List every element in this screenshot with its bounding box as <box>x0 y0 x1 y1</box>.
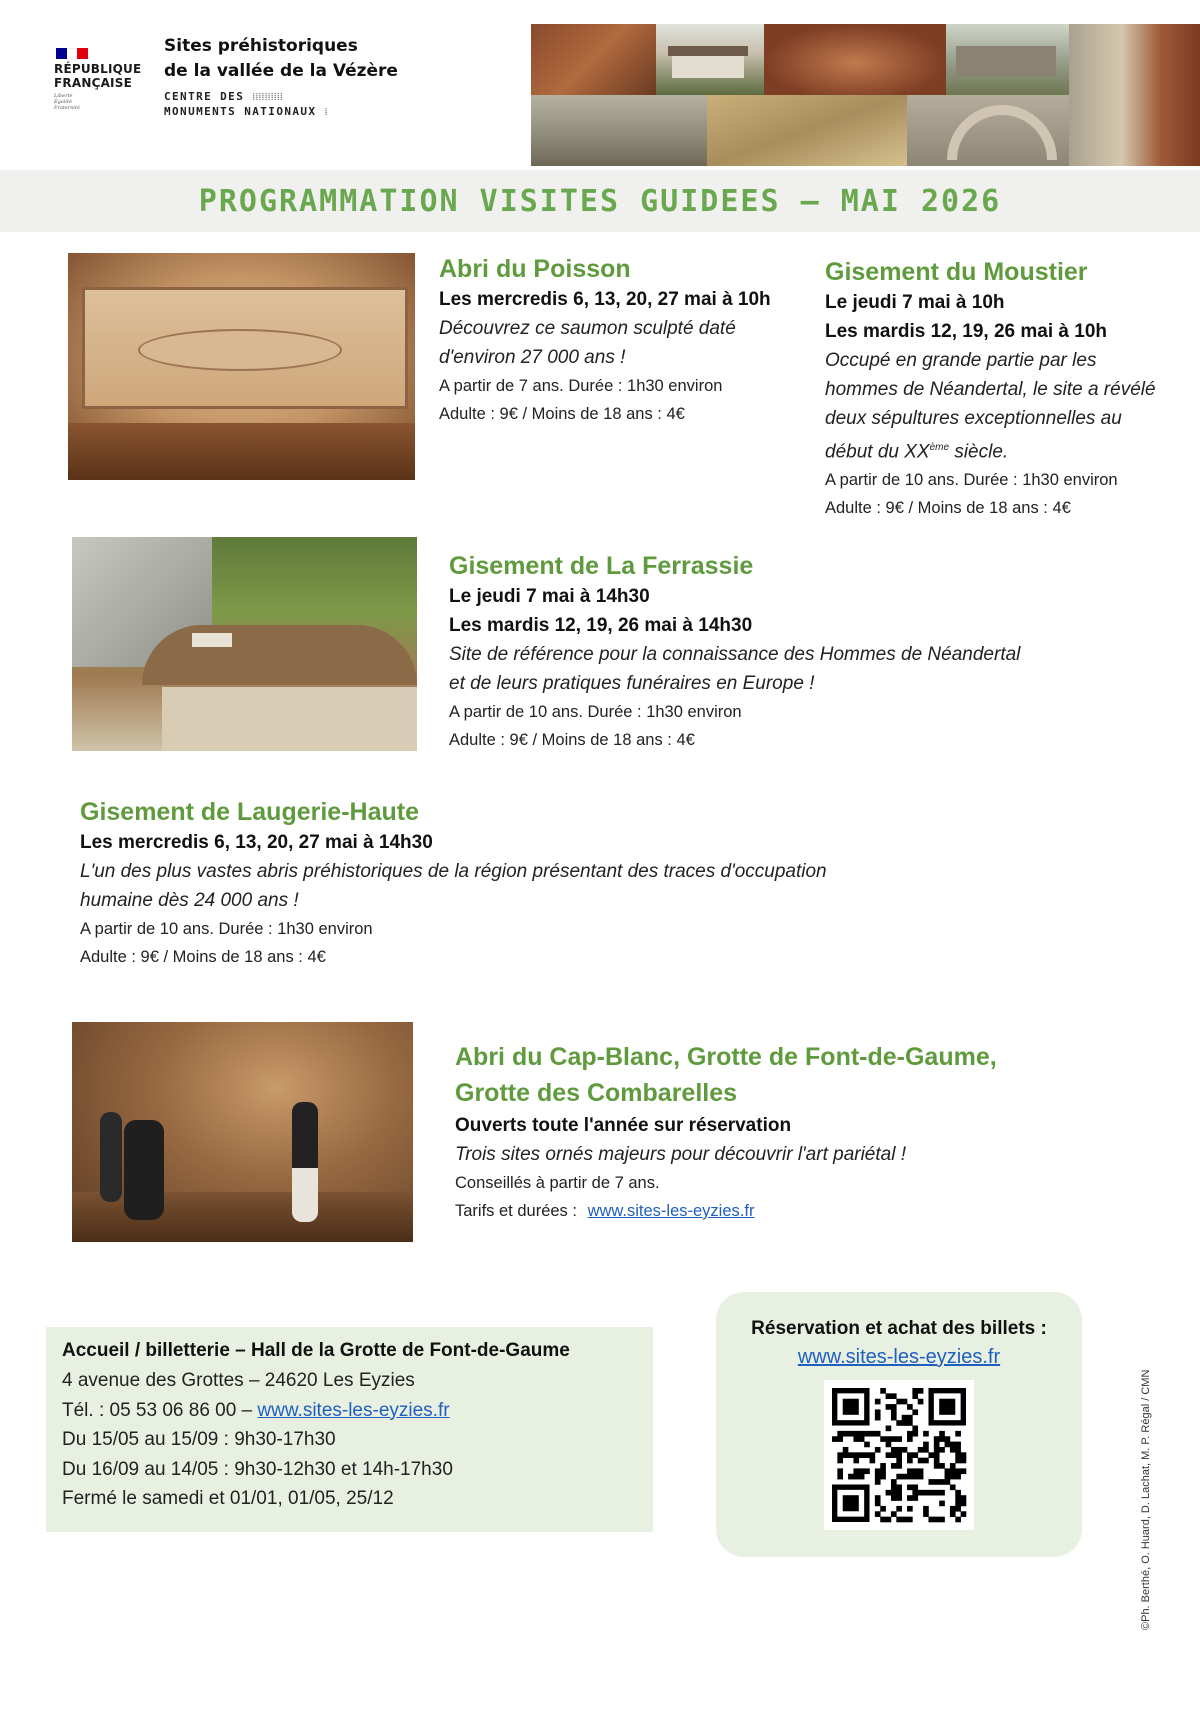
qr-code-icon[interactable] <box>824 1380 974 1530</box>
accueil-hours-summer: Du 15/05 au 15/09 : 9h30-17h30 <box>62 1429 336 1450</box>
republique-line: RÉPUBLIQUE <box>54 62 142 76</box>
accueil-hours-winter: Du 16/09 au 14/05 : 9h30-12h30 et 14h-17h30 <box>62 1458 453 1480</box>
visit-title-line: Abri du Cap-Blanc, Grotte de Font-de-Gaume, <box>455 1043 997 1071</box>
visit-price: Adulte : 9€ / Moins de 18 ans : 4€ <box>449 731 695 749</box>
visit-price: Adulte : 9€ / Moins de 18 ans : 4€ <box>439 405 685 423</box>
collage-photo-arch <box>907 95 1069 166</box>
photo-abri-du-poisson <box>68 253 415 480</box>
visit-description-line: Occupé en grande partie par les <box>825 350 1097 371</box>
photo-credit: ©Ph. Berthé, O. Huard, D. Lachat, M. P. Régal / CMN <box>1140 1369 1152 1630</box>
visit-description-line: Site de référence pour la connaissance des Hommes de Néandertal <box>449 644 1021 665</box>
collage-photo-carving <box>764 24 946 95</box>
visit-schedule: Ouverts toute l'année sur réservation <box>455 1115 792 1136</box>
visit-description-last-line: début du XXème siècle. <box>825 441 1009 463</box>
visit-grottes-ornees <box>455 1039 997 1225</box>
photo-grotte-visitors <box>72 1022 413 1242</box>
devise-liberte: Liberté <box>54 93 73 99</box>
cmn-line-1: CENTRE DES <box>164 90 245 103</box>
collage-photo-forest <box>531 95 707 166</box>
visit-description-line: d'environ 27 000 ans ! <box>439 347 626 368</box>
visit-description-line: et de leurs pratiques funéraires en Europe ! <box>449 673 815 694</box>
collage-photo-building <box>946 24 1069 95</box>
reservation-link[interactable]: www.sites-les-eyzies.fr <box>797 1346 1001 1368</box>
visit-gisement-de-la-ferrassie <box>449 551 1020 754</box>
visit-age-duration: A partir de 10 ans. Durée : 1h30 environ <box>449 703 742 721</box>
accueil-website-link[interactable]: www.sites-les-eyzies.fr <box>257 1399 450 1421</box>
price-label: Tarifs et durées : <box>455 1202 577 1220</box>
visit-price-line <box>455 1197 997 1225</box>
accueil-billetterie-box <box>46 1327 653 1532</box>
cmn-logo: CENTRE DES ⁞⁞⁞⁞⁞⁞⁞⁞⁞⁞ MONUMENTS NATIONAUX ⁞ <box>164 90 328 118</box>
site-title <box>164 34 398 84</box>
visit-gisement-du-moustier <box>825 257 1156 522</box>
visit-schedule: Les mercredis 6, 13, 20, 27 mai à 10h <box>439 289 771 310</box>
sites-les-eyzies-link[interactable]: www.sites-les-eyzies.fr <box>587 1202 755 1220</box>
visit-description-line: humaine dès 24 000 ans ! <box>80 890 299 911</box>
visit-title: Gisement du Moustier <box>825 258 1088 286</box>
qr-code-graphic <box>824 1380 974 1530</box>
visit-gisement-de-laugerie-haute <box>80 797 827 971</box>
visit-description-line: deux sépultures exceptionnelles au <box>825 408 1122 429</box>
visit-schedule: Les mercredis 6, 13, 20, 27 mai à 14h30 <box>80 832 433 853</box>
devise-egalite: Égalité <box>54 99 72 105</box>
french-flag-icon <box>56 48 88 59</box>
visit-schedule: Le jeudi 7 mai à 14h30 <box>449 586 650 607</box>
collage-photo-rock <box>531 24 656 95</box>
visit-schedule: Les mardis 12, 19, 26 mai à 10h <box>825 321 1108 342</box>
visit-schedule: Les mardis 12, 19, 26 mai à 14h30 <box>449 615 753 636</box>
site-title-line-2: de la vallée de la Vézère <box>164 61 398 81</box>
reservation-box <box>716 1292 1082 1557</box>
cmn-line-2: MONUMENTS NATIONAUX <box>164 105 317 118</box>
photo-gisement-de-la-ferrassie <box>72 537 417 751</box>
header-photo-collage <box>531 24 1200 166</box>
visit-title-line: Grotte des Combarelles <box>455 1079 738 1107</box>
header <box>0 0 1200 170</box>
accueil-title: Accueil / billetterie – Hall de la Grotte de Font-de-Gaume <box>62 1340 570 1361</box>
visit-abri-du-poisson <box>439 254 771 428</box>
visit-price: Adulte : 9€ / Moins de 18 ans : 4€ <box>80 948 326 966</box>
collage-photo-relief <box>707 95 907 166</box>
visit-price: Adulte : 9€ / Moins de 18 ans : 4€ <box>825 499 1071 518</box>
visit-age-duration: A partir de 10 ans. Durée : 1h30 environ <box>825 471 1118 490</box>
visit-title: Gisement de Laugerie-Haute <box>80 798 419 826</box>
francaise-line: FRANÇAISE <box>54 76 132 90</box>
visit-title: Gisement de La Ferrassie <box>449 552 754 580</box>
accueil-phone: Tél. : 05 53 06 86 00 – www.sites-les-eyzies.fr <box>62 1399 450 1421</box>
visit-description-line: hommes de Néandertal, le site a révélé <box>825 379 1156 400</box>
accueil-address: 4 avenue des Grottes – 24620 Les Eyzies <box>62 1370 415 1391</box>
visit-description-line: Trois sites ornés majeurs pour découvrir l'art pariétal ! <box>455 1144 906 1165</box>
visit-age-duration: A partir de 7 ans. Durée : 1h30 environ <box>439 377 723 395</box>
visit-age-duration: A partir de 10 ans. Durée : 1h30 environ <box>80 920 373 938</box>
accueil-closed-days: Fermé le samedi et 01/01, 01/05, 25/12 <box>62 1488 394 1509</box>
collage-photo-shelter <box>656 24 764 95</box>
visit-description-line: L'un des plus vastes abris préhistoriques de la région présentant des traces d'occupation <box>80 861 827 882</box>
visit-age-duration: Conseillés à partir de 7 ans. <box>455 1174 660 1192</box>
republique-francaise-logo <box>54 62 141 111</box>
visit-schedule: Le jeudi 7 mai à 10h <box>825 292 1005 313</box>
site-title-line-1: Sites préhistoriques <box>164 36 358 56</box>
collage-photo-cliff <box>1069 24 1200 166</box>
devise-fraternite: Fraternité <box>54 105 80 111</box>
page-title: PROGRAMMATION VISITES GUIDEES – MAI 2026 <box>198 184 1002 219</box>
visit-description-line: Découvrez ce saumon sculpté daté <box>439 318 736 339</box>
reservation-title: Réservation et achat des billets : <box>751 1318 1047 1339</box>
visit-title: Abri du Poisson <box>439 255 631 283</box>
title-banner <box>0 170 1200 232</box>
